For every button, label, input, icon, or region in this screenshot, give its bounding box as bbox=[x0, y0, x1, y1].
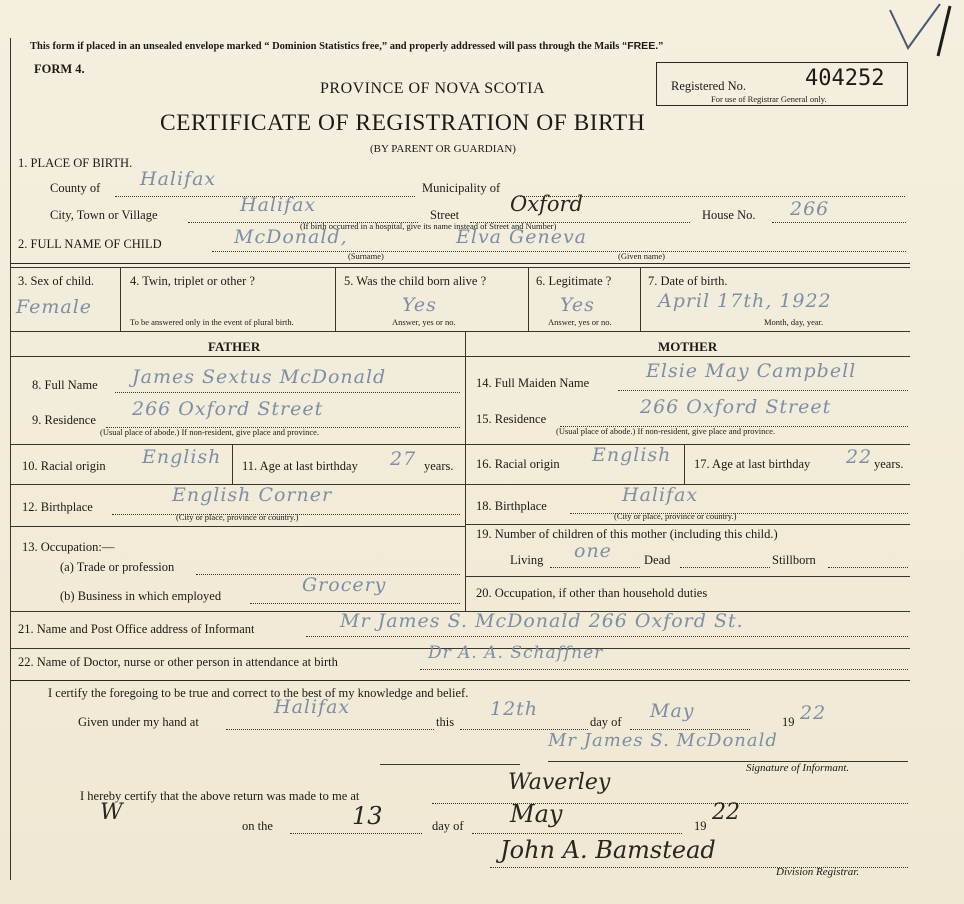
dob-label: 7. Date of birth. bbox=[648, 274, 728, 288]
given-place-value: Halifax bbox=[274, 696, 351, 718]
child-name-label: 2. FULL NAME OF CHILD bbox=[18, 237, 162, 251]
city-label: City, Town or Village bbox=[50, 208, 158, 222]
registrar-year-value: 22 bbox=[712, 800, 740, 825]
business-label: (b) Business in which employed bbox=[60, 589, 222, 603]
father-abode-note bbox=[100, 427, 319, 437]
doctor-value: Dr A. A. Schaffner bbox=[428, 643, 604, 663]
registrar-year-prefix: 19 bbox=[694, 819, 707, 833]
doctor-label: 22. Name of Doctor, nurse or other person in attendance at birth bbox=[18, 655, 338, 669]
sex-label: 3. Sex of child. bbox=[18, 274, 95, 288]
given-year-prefix: 19 bbox=[782, 715, 795, 729]
county-label: County of bbox=[50, 181, 101, 195]
rule-3 bbox=[10, 331, 910, 332]
divider-3-4 bbox=[120, 267, 121, 331]
rule-2 bbox=[10, 267, 910, 268]
informant-value: Mr James S. McDonald 266 Oxford St. bbox=[340, 610, 744, 632]
given-this-label: this bbox=[436, 715, 455, 729]
given-day-of-label: day of bbox=[590, 715, 622, 729]
house-line bbox=[772, 222, 906, 223]
surname-caption: (Surname) bbox=[348, 251, 384, 261]
city-value: Halifax bbox=[240, 194, 317, 216]
living-value: one bbox=[574, 540, 612, 562]
trade-label: (a) Trade or profession bbox=[60, 560, 175, 574]
mother-name-value: Elsie May Campbell bbox=[646, 360, 857, 382]
father-racial-label: 10. Racial origin bbox=[22, 459, 106, 473]
legitimate-note: Answer, yes or no. bbox=[548, 317, 612, 327]
father-racial-value: English bbox=[142, 446, 222, 468]
registrar-place-value: Waverley bbox=[508, 770, 611, 795]
twin-label: 4. Twin, triplet or other ? bbox=[130, 274, 255, 288]
father-rule-1 bbox=[10, 444, 465, 445]
given-label: Given under my hand at bbox=[78, 715, 199, 729]
dead-line bbox=[680, 567, 770, 568]
business-value: Grocery bbox=[302, 574, 387, 596]
mother-racial-value: English bbox=[592, 444, 672, 466]
alive-value: Yes bbox=[402, 294, 437, 316]
father-name-label: 8. Full Name bbox=[32, 378, 98, 392]
informant-label: 21. Name and Post Office address of Informant bbox=[18, 622, 255, 636]
father-age-label: 11. Age at last birthday bbox=[242, 459, 358, 473]
mother-birthplace-note: (City or place, province or country.) bbox=[614, 511, 737, 521]
alive-label: 5. Was the child born alive ? bbox=[344, 274, 487, 288]
registered-number: 404252 bbox=[805, 66, 885, 91]
divider-5-6 bbox=[528, 267, 529, 331]
mother-abode-text: (Usual place of abode.) bbox=[556, 426, 636, 436]
twin-note: To be answered only in the event of plural birth. bbox=[130, 317, 294, 327]
mother-age-value: 22 bbox=[846, 446, 873, 468]
certify-statement: I certify the foregoing to be true and correct to the best of my knowledge and belief. bbox=[48, 686, 469, 700]
left-border bbox=[10, 38, 11, 880]
stillborn-label: Stillborn bbox=[772, 553, 816, 567]
mother-nonres-text: If non-resident, give place and province. bbox=[637, 426, 776, 436]
registrar-signature: John A. Bamstead bbox=[500, 836, 716, 864]
informant-line bbox=[306, 636, 908, 637]
mail-notice bbox=[30, 40, 663, 52]
mother-occupation-label: 20. Occupation, if other than household duties bbox=[476, 586, 708, 600]
legitimate-label: 6. Legitimate ? bbox=[536, 274, 612, 288]
divider-6-7 bbox=[640, 267, 641, 331]
child-surname: McDonald, bbox=[234, 226, 348, 248]
mother-abode-note bbox=[556, 426, 775, 436]
registrar-on-the-label: on the bbox=[242, 819, 273, 833]
mother-heading: MOTHER bbox=[658, 339, 718, 354]
informant-signature-caption: Signature of Informant. bbox=[746, 762, 850, 774]
short-divider bbox=[380, 764, 520, 765]
certificate-title: CERTIFICATE OF REGISTRATION OF BIRTH bbox=[160, 110, 646, 136]
living-label: Living bbox=[510, 553, 544, 567]
given-month-value: May bbox=[650, 700, 695, 722]
certificate-subtitle: (BY PARENT OR GUARDIAN) bbox=[370, 143, 516, 155]
father-name-value: James Sextus McDonald bbox=[132, 366, 387, 388]
father-age-divider bbox=[232, 444, 233, 484]
father-birthplace-note: (City or place, province or country.) bbox=[176, 512, 299, 522]
center-divider bbox=[465, 331, 466, 611]
street-value: Oxford bbox=[510, 192, 583, 216]
mother-rule-3 bbox=[465, 524, 910, 525]
registered-box bbox=[656, 62, 908, 106]
house-value: 266 bbox=[790, 198, 830, 220]
mother-years-label: years. bbox=[874, 457, 904, 471]
province-heading: PROVINCE OF NOVA SCOTIA bbox=[320, 80, 546, 97]
child-name-line bbox=[212, 251, 906, 252]
living-line bbox=[550, 567, 640, 568]
father-abode-text: (Usual place of abode.) bbox=[100, 427, 180, 437]
form-number: FORM 4. bbox=[34, 62, 85, 76]
stillborn-line bbox=[828, 567, 908, 568]
father-residence-value: 266 Oxford Street bbox=[132, 398, 324, 420]
hospital-note: (If birth occurred in a hospital, give its name instead of Street and Number) bbox=[300, 221, 557, 231]
mail-notice-text: This form if placed in an unsealed envelope marked “ Dominion Statistics free,” and properly addressed will pass through the Mails bbox=[30, 41, 620, 52]
children-label: 19. Number of children of this mother (including this child.) bbox=[476, 527, 778, 541]
registrar-month-value: May bbox=[510, 800, 563, 828]
given-place-line bbox=[226, 729, 434, 730]
given-year-value: 22 bbox=[800, 702, 827, 724]
informant-signature: Mr James S. McDonald bbox=[548, 730, 778, 751]
father-age-value: 27 bbox=[390, 448, 417, 470]
rule-4 bbox=[10, 356, 910, 357]
father-name-line bbox=[115, 392, 460, 393]
father-birthplace-value: English Corner bbox=[172, 484, 333, 506]
father-years-label: years. bbox=[424, 459, 454, 473]
registrar-caption: Division Registrar. bbox=[776, 866, 860, 878]
registrar-month-line bbox=[472, 833, 682, 834]
father-birthplace-label: 12. Birthplace bbox=[22, 500, 93, 514]
check-mark-icon bbox=[880, 0, 964, 60]
mother-birthplace-label: 18. Birthplace bbox=[476, 499, 547, 513]
mother-name-label: 14. Full Maiden Name bbox=[476, 376, 590, 390]
father-residence-label: 9. Residence bbox=[32, 413, 96, 427]
mother-rule-4 bbox=[465, 576, 910, 577]
dob-value: April 17th, 1922 bbox=[658, 290, 832, 312]
mother-racial-label: 16. Racial origin bbox=[476, 457, 560, 471]
registrar-certify-label: I hereby certify that the above return was made to me at bbox=[80, 789, 360, 803]
house-label: House No. bbox=[702, 208, 756, 222]
mail-notice-free: “FREE.” bbox=[621, 40, 664, 52]
mother-birthplace-value: Halifax bbox=[622, 484, 699, 506]
registrar-day-value: 13 bbox=[352, 802, 383, 830]
given-day-value: 12th bbox=[490, 698, 539, 720]
given-name-caption: (Given name) bbox=[618, 251, 665, 261]
rule-1 bbox=[10, 263, 910, 264]
street-label: Street bbox=[430, 208, 460, 222]
occupation-label: 13. Occupation:— bbox=[22, 540, 115, 554]
mother-rule-1 bbox=[465, 444, 910, 445]
registrar-place-line bbox=[432, 803, 908, 804]
registrar-initials: W bbox=[100, 800, 123, 825]
dead-label: Dead bbox=[644, 553, 671, 567]
legitimate-value: Yes bbox=[560, 294, 595, 316]
mother-age-label: 17. Age at last birthday bbox=[694, 457, 811, 471]
divider-4-5 bbox=[335, 267, 336, 331]
registrar-day-line bbox=[290, 833, 422, 834]
father-nonres-text: If non-resident, give place and province. bbox=[181, 427, 320, 437]
mother-residence-value: 266 Oxford Street bbox=[640, 396, 832, 418]
mother-residence-label: 15. Residence bbox=[476, 412, 547, 426]
doctor-line bbox=[420, 669, 908, 670]
father-heading: FATHER bbox=[208, 339, 261, 354]
place-of-birth-label: 1. PLACE OF BIRTH. bbox=[18, 156, 133, 170]
rule-7 bbox=[10, 680, 910, 681]
mother-age-divider bbox=[684, 444, 685, 484]
alive-note: Answer, yes or no. bbox=[392, 317, 456, 327]
sex-value: Female bbox=[16, 296, 93, 318]
registered-label: Registered No. bbox=[671, 79, 746, 93]
child-given-name: Elva Geneva bbox=[456, 226, 588, 248]
dob-note: Month, day, year. bbox=[764, 317, 824, 327]
mother-name-line bbox=[618, 390, 908, 391]
father-rule-3 bbox=[10, 526, 465, 527]
business-line bbox=[250, 603, 460, 604]
informant-signature-line bbox=[548, 761, 908, 762]
municipality-label: Municipality of bbox=[422, 181, 501, 195]
registrar-day-of-label: day of bbox=[432, 819, 464, 833]
registrar-use-note: For use of Registrar General only. bbox=[711, 94, 827, 104]
county-value: Halifax bbox=[140, 168, 217, 190]
